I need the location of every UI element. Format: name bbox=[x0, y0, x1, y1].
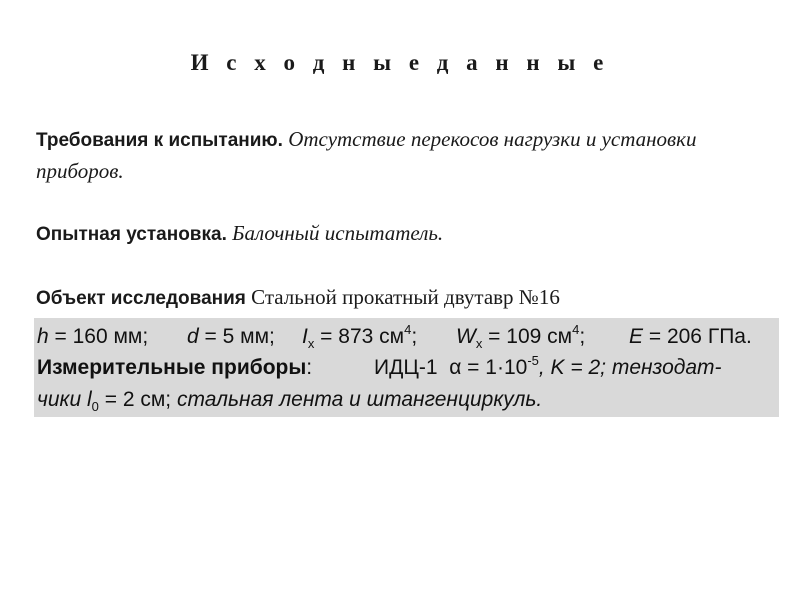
requirements-paragraph bbox=[36, 124, 766, 186]
instruments-formula bbox=[374, 353, 722, 385]
param-ix-symbol: I bbox=[302, 325, 308, 348]
param-ix-value: = 873 см bbox=[314, 325, 405, 348]
instruments-lead: Измерительные приборы bbox=[37, 356, 307, 379]
setup-lead: Опытная установка. bbox=[36, 224, 227, 245]
instruments-line3 bbox=[37, 385, 542, 417]
instruments-device: ИДЦ-1 bbox=[374, 356, 438, 379]
param-wx bbox=[456, 322, 585, 354]
parameters-box bbox=[34, 318, 779, 417]
param-d-value: = 5 мм; bbox=[198, 325, 275, 348]
param-ix-subscript: x bbox=[307, 336, 315, 351]
param-h-symbol: h bbox=[37, 325, 49, 348]
param-ix-exponent: 4 bbox=[404, 322, 412, 337]
setup-text: Балочный испытатель. bbox=[232, 221, 444, 245]
instruments-label bbox=[37, 353, 312, 383]
param-e bbox=[629, 322, 752, 352]
alpha-exponent: -5 bbox=[527, 353, 539, 368]
object-paragraph bbox=[36, 282, 766, 314]
param-h-value: = 160 мм; bbox=[48, 325, 149, 348]
requirements-lead: Требования к испытанию. bbox=[36, 130, 283, 151]
param-h bbox=[37, 322, 148, 352]
l0-value: = 2 см; bbox=[98, 388, 172, 411]
alpha-symbol: α bbox=[449, 356, 462, 379]
l0-symbol: l bbox=[86, 388, 92, 411]
param-wx-symbol: W bbox=[456, 325, 476, 348]
param-d-symbol: d bbox=[187, 325, 199, 348]
alpha-value: = 1·10 bbox=[461, 356, 528, 379]
instruments-k: , K = 2; тензодат- bbox=[538, 356, 722, 379]
param-wx-value: = 109 см bbox=[482, 325, 573, 348]
param-wx-subscript: x bbox=[475, 336, 483, 351]
param-e-value: = 206 ГПа. bbox=[643, 325, 752, 348]
object-lead: Объект исследования bbox=[36, 288, 246, 309]
param-wx-exponent: 4 bbox=[572, 322, 580, 337]
instruments-line3-b: стальная лента и штангенциркуль. bbox=[171, 388, 543, 411]
param-ix bbox=[302, 322, 417, 354]
param-ix-end: ; bbox=[411, 325, 418, 348]
page-title: И с х о д н ы е д а н н ы е bbox=[190, 50, 610, 75]
requirements-text: Отсутствие перекосов нагрузки и установки приборов. bbox=[36, 127, 697, 183]
object-text: Стальной прокатный двутавр №16 bbox=[251, 285, 560, 309]
param-wx-end: ; bbox=[579, 325, 586, 348]
setup-paragraph bbox=[36, 218, 766, 250]
l0-subscript: 0 bbox=[91, 399, 99, 414]
param-d bbox=[187, 322, 275, 352]
instruments-line3-a: чики bbox=[37, 388, 87, 411]
instruments-colon: : bbox=[306, 356, 313, 379]
param-e-symbol: E bbox=[629, 325, 644, 348]
